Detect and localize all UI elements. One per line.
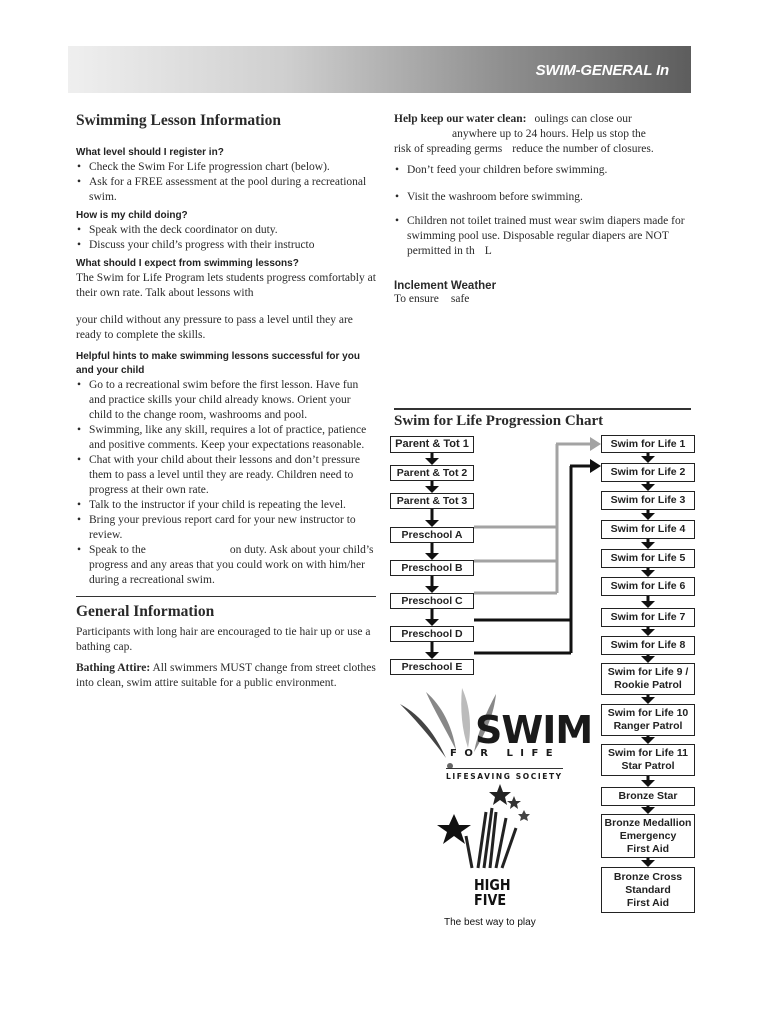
list-item: • Speak with the deck coordinator on duty. (76, 223, 376, 238)
level-swim-for-life-4: Swim for Life 4 (601, 520, 695, 539)
five-text: FIVE (474, 891, 507, 909)
header-title: SWIM-GENERAL In (535, 62, 669, 79)
down-arrow-icon (425, 586, 439, 593)
down-arrow-icon (641, 780, 655, 787)
level-swim-for-life-7: Swim for Life 7 (601, 608, 695, 627)
long-hair-paragraph: Participants with long hair are encouraged to tie hair up or use a bathing cap. (76, 626, 371, 653)
fireworks-icon (478, 808, 516, 868)
list-item: • Bring your previous report card for your new instructor to review. (76, 513, 376, 543)
swim-logo-text: SWIM (475, 708, 593, 752)
logo-area (392, 686, 593, 936)
list-item: • Check the Swim For Life progression chart (below). (76, 160, 376, 175)
level-preschool-a: Preschool A (390, 527, 474, 543)
medallion-line-2: Emergency (619, 829, 677, 842)
medallion-line-1: Bronze Medallion (604, 816, 692, 829)
black-arrowhead (590, 459, 601, 473)
lesson-info-title: Swimming Lesson Information (76, 112, 281, 129)
level-11-line-2: Star Patrol (621, 760, 675, 772)
down-arrow-icon (425, 458, 439, 465)
level-bronze-cross (601, 867, 695, 913)
star-icon (507, 796, 521, 809)
attire-label: Bathing Attire: (76, 662, 151, 674)
down-arrow-icon (641, 542, 655, 549)
level-10-line-1: Swim for Life 10 (607, 707, 689, 719)
down-arrow-icon (641, 656, 655, 663)
water-clean-text-3a: risk of spreading germs (394, 143, 503, 155)
level-swim-for-life-5: Swim for Life 5 (601, 549, 695, 568)
attire-text: All swimmers MUST change from street clothes into clean, swim attire suitable for a public environment. (76, 662, 376, 689)
question-expect: What should I expect from swimming lessons? (76, 258, 299, 269)
list-item: • Ask for a FREE assessment at the pool during a recreational swim. (76, 175, 376, 205)
level-bronze-medallion (601, 814, 695, 858)
cross-line-1: Bronze Cross (613, 870, 683, 883)
down-arrow-icon (425, 553, 439, 560)
level-10-line-2: Ranger Patrol (613, 720, 683, 732)
weather-text-a: To ensure (394, 293, 439, 305)
for-life-text: F O R L I F E (450, 748, 555, 759)
list-item: • Discuss your child’s progress with their instructo (76, 238, 376, 253)
down-arrow-icon (641, 737, 655, 744)
level-9-line-1: Swim for Life 9 / (607, 666, 689, 678)
level-bronze-star: Bronze Star (601, 787, 695, 806)
cross-line-3: First Aid (626, 896, 670, 909)
level-swim-for-life-10 (601, 704, 695, 736)
level-preschool-e: Preschool E (390, 659, 474, 675)
level-preschool-c: Preschool C (390, 593, 474, 609)
hint-speak-a: Speak to the (89, 544, 146, 556)
level-preschool-b: Preschool B (390, 560, 474, 576)
down-arrow-icon (641, 601, 655, 608)
chart-title: Swim for Life Progression Chart (394, 413, 604, 429)
high-text: HIGH (474, 876, 511, 894)
weather-title: Inclement Weather (394, 280, 497, 292)
expect-paragraph-1: The Swim for Life Program lets students progress comfortably at their own rate. Talk about lessons with (76, 272, 376, 299)
question-child-doing: How is my child doing? (76, 210, 188, 221)
level-preschool-d: Preschool D (390, 626, 474, 642)
level-swim-for-life-11 (601, 744, 695, 776)
list-item: • Talk to the instructor if your child is repeating the level. (76, 498, 376, 513)
level-swim-for-life-6: Swim for Life 6 (601, 577, 695, 596)
medallion-line-3: First Aid (626, 842, 670, 855)
general-info-title: General Information (76, 596, 376, 623)
down-arrow-icon (641, 484, 655, 491)
list-item: • Visit the washroom before swimming. (394, 190, 694, 205)
diapers-text: Children not toilet trained must wear swim diapers made for swimming pool use. Disposable regular diapers are NOT permitted in th (407, 215, 685, 257)
list-item: • Swimming, like any skill, requires a lot of practice, patience and positive comments. Keep your expectations reasonable. (76, 423, 376, 453)
down-arrow-icon (425, 520, 439, 527)
water-clean-text-3b: reduce the number of closures. (512, 143, 654, 155)
level-swim-for-life-8: Swim for Life 8 (601, 636, 695, 655)
down-arrow-icon (641, 456, 655, 463)
diapers-tail: L (484, 245, 492, 257)
question-register: What level should I register in? (76, 147, 224, 158)
level-swim-for-life-1: Swim for Life 1 (601, 435, 695, 453)
water-clean-text-1: oulings can close our (534, 113, 632, 125)
down-arrow-icon (641, 860, 655, 867)
hint-speak-b: on duty. Ask about your child’s progress and any areas that you could work on with him/her during a recreational swim. (89, 544, 374, 586)
tagline-text: The best way to play (444, 917, 536, 928)
level-9-line-2: Rookie Patrol (614, 679, 682, 691)
grey-arrowhead (590, 437, 601, 451)
down-arrow-icon (641, 570, 655, 577)
down-arrow-icon (425, 619, 439, 626)
water-clean-label: Help keep our water clean: (394, 113, 527, 125)
list-item: • Chat with your child about their lessons and don’t pressure them to pass a level until they are ready. Children need to progress at their own rate. (76, 453, 376, 498)
level-swim-for-life-9 (601, 663, 695, 695)
weather-text-b: safe (450, 293, 470, 305)
cross-line-2: Standard (625, 883, 671, 896)
level-11-line-1: Swim for Life 11 (608, 747, 688, 759)
level-parent-tot-1: Parent & Tot 1 (390, 436, 474, 453)
level-parent-tot-2: Parent & Tot 2 (390, 465, 474, 481)
down-arrow-icon (641, 629, 655, 636)
level-swim-for-life-2: Swim for Life 2 (601, 463, 695, 482)
fireworks-icon (466, 836, 472, 868)
down-arrow-icon (641, 697, 655, 704)
lifesaving-society-text: LIFESAVING SOCIETY (446, 768, 563, 781)
star-icon (518, 810, 530, 821)
level-parent-tot-3: Parent & Tot 3 (390, 493, 474, 509)
star-icon (489, 784, 511, 805)
connector-parent-tot (474, 444, 478, 461)
list-item: • Don’t feed your children before swimming. (394, 163, 694, 178)
list-item: • Go to a recreational swim before the first lesson. Have fun and practice skills your child already knows. Orient your child to the change room, washrooms and pool. (76, 378, 376, 423)
down-arrow-icon (425, 486, 439, 493)
down-arrow-icon (641, 513, 655, 520)
level-swim-for-life-3: Swim for Life 3 (601, 491, 695, 510)
down-arrow-icon (425, 652, 439, 659)
down-arrow-icon (641, 807, 655, 814)
expect-paragraph-2: your child without any pressure to pass a level until they are ready to complete the skills. (76, 314, 353, 341)
question-hints: Helpful hints to make swimming lessons successful for you and your child (76, 351, 360, 376)
water-clean-text-2: anywhere up to 24 hours. Help us stop the (452, 128, 646, 140)
